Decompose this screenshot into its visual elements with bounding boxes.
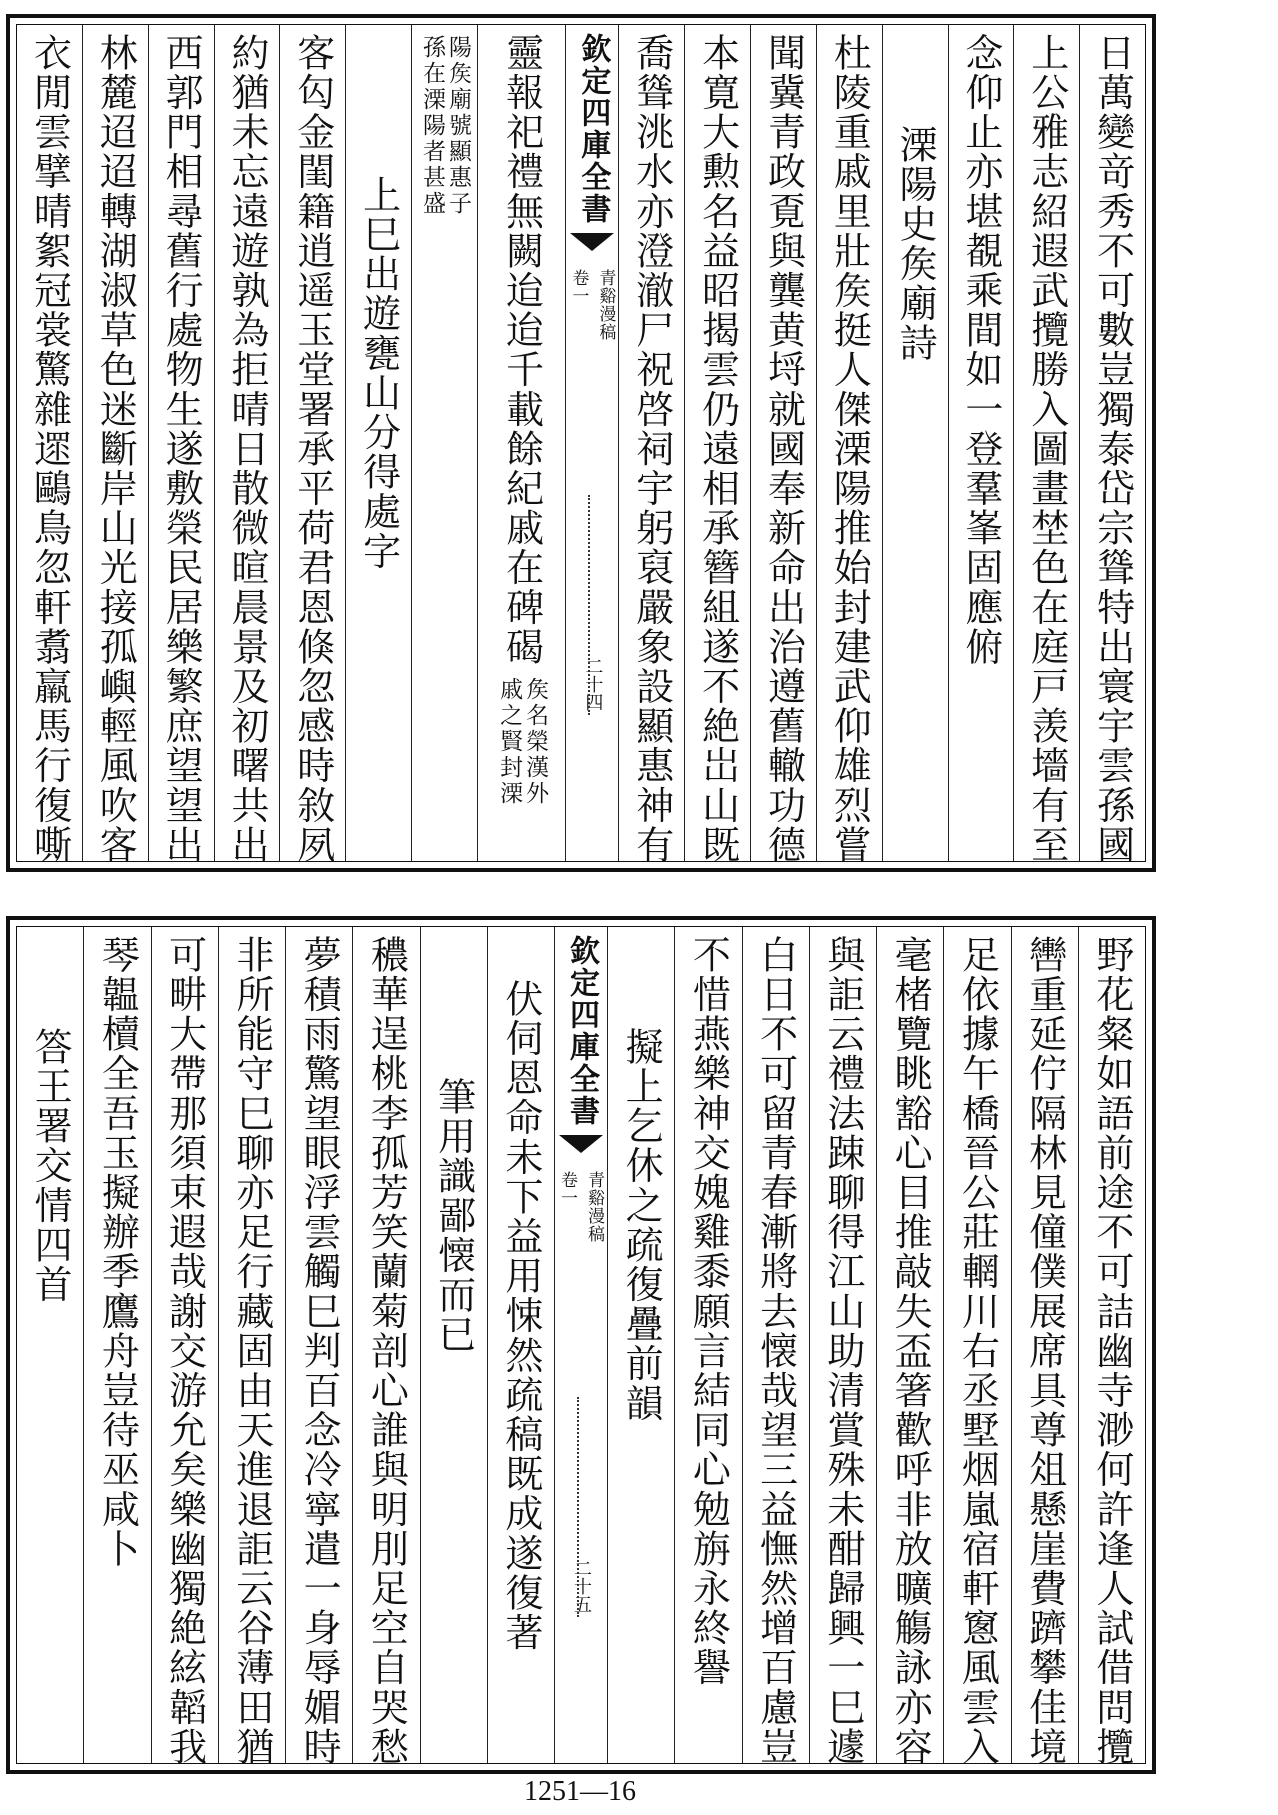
text-column: 琴韞櫝全吾玉擬辦季鷹舟豈待巫咸卜: [83, 927, 150, 1763]
gutter-meta: [566, 269, 618, 341]
text-column: 與詎云禮法踈聊得江山助清賞殊未酣歸興一巳遽: [809, 927, 876, 1763]
bottom-page: [6, 916, 1156, 1774]
text-column: 日萬變竒秀不可數豈獨泰岱宗聳特出寰宇雲孫國: [1079, 25, 1145, 861]
dotted-rule: [577, 1397, 579, 1617]
text-column: 約猶未忘遠遊孰為拒晴日散微暄晨景及初曙共出: [214, 25, 280, 861]
text-column: 衣閒雲擘晴絮冠裳驚雜遝鷗鳥忽軒翥羸馬行復嘶: [27, 33, 72, 865]
interlinear-note: 陽矦廟號顯惠子 孫在溧陽者甚盛: [418, 35, 471, 217]
text-column: 聞冀青政覔與龔黄埒就國奉新命出治遵舊轍功德: [750, 25, 816, 861]
text-column: 杜陵重戚里壯矦挺人傑溧陽推始封建武仰雄烈嘗: [816, 25, 882, 861]
text-column: 上公雅志紹遐武攬勝入圖畫埜色在庭戸羡墻有至: [1013, 25, 1079, 861]
volume-label: 卷一: [557, 1171, 577, 1207]
book-title: 青谿漫稿: [584, 1171, 604, 1243]
text-column: 轡重延佇隔林見僮僕展席具尊俎懸崖費躋攀佳境: [1011, 927, 1078, 1763]
text-column: 喬聳洮水亦澄澈尸祝啓祠宇躬裒嚴象設顯惠神有: [618, 25, 684, 861]
text-column: 念仰止亦堪覩乘間如一登羣峯固應俯: [948, 25, 1014, 861]
series-title: 欽定四庫全書: [564, 935, 599, 1127]
text-column: 林麓迢迢轉湖淑草色迷斷岸山光接孤嶼輕風吹客: [82, 25, 148, 861]
text-column: 夢積雨驚望眼浮雲觸巳判百念冷寧遣一身辱媚時: [285, 927, 352, 1763]
poem-title: 擬上乞休之疏復疊前韻: [607, 927, 674, 1763]
text-column: 足依據午橋晉公莊輞川右丞墅烟嵐宿軒窻風雲入: [943, 927, 1010, 1763]
poem-title: 答王署交情四首: [28, 1027, 73, 1305]
text-column: 西郭門相尋舊行處物生遂敷榮民居樂繁庶望望出: [148, 25, 214, 861]
center-gutter: [554, 927, 607, 1763]
volume-label: 卷一: [568, 269, 589, 305]
interlinear-note: 矦名榮漢外 戚之賢封溧: [496, 676, 549, 807]
title-preface: 伏伺恩命未下益用悚然疏稿既成遂復著: [487, 927, 554, 1763]
poem-title: 溧陽史矦廟詩: [882, 25, 948, 861]
page-number: 二十五: [571, 1559, 592, 1613]
fishtail-mark-icon: [570, 233, 614, 251]
page-number: 二十四: [582, 657, 604, 711]
center-gutter: [565, 25, 618, 861]
top-page-columns: [16, 24, 1146, 865]
text-column: 不惜燕樂神交媿雞黍願言結同心勉旃永終譽: [674, 927, 741, 1763]
text-column: 野花粲如語前途不可詰幽寺渺何許逢人試借問攬: [1078, 927, 1145, 1763]
text-column: 客匃金閨籍逍遥玉堂署承平荷君恩倏忽感時敘夙: [279, 25, 345, 861]
reprint-code: 1251—16: [524, 1776, 636, 1807]
fishtail-mark-icon: [559, 1135, 603, 1153]
top-page: [6, 14, 1156, 872]
poem-title: 上巳出遊甕山分得處字: [345, 25, 411, 861]
gutter-meta: [555, 1171, 607, 1243]
dotted-rule: [588, 495, 590, 715]
text-column: 可畊大帶那須束遐哉謝交游允矣樂幽獨絶絃韜我: [151, 927, 218, 1763]
series-title: 欽定四庫全書: [575, 33, 611, 225]
book-title: 青谿漫稿: [595, 269, 616, 341]
text-column: 穠華逞桃李孤芳笑蘭菊剖心誰與明刖足空自哭愁: [352, 927, 419, 1763]
bottom-page-columns: [16, 926, 1146, 1767]
text-column: 白日不可留青春漸將去懐哉望三益憮然增百慮豈: [742, 927, 809, 1763]
text-column: 本寛大勲名益昭揭雲仍遠相承簪組遂不絶岀山既: [684, 25, 750, 861]
text-column-with-note: 靈報祀禮無闕迨迨千載餘紀戚在碑碣 矦名榮漢外 戚之賢封溧: [477, 25, 566, 861]
note-column: [411, 25, 477, 861]
text-column: 非所能守巳聊亦足行藏固由天進退詎云谷薄田猶: [218, 927, 285, 1763]
text-column: 毫楮覽眺豁心目推敲失盃箸歡呼非放曠觴詠亦容: [876, 927, 943, 1763]
title-preface: 筆用識鄙懐而已: [420, 927, 487, 1763]
